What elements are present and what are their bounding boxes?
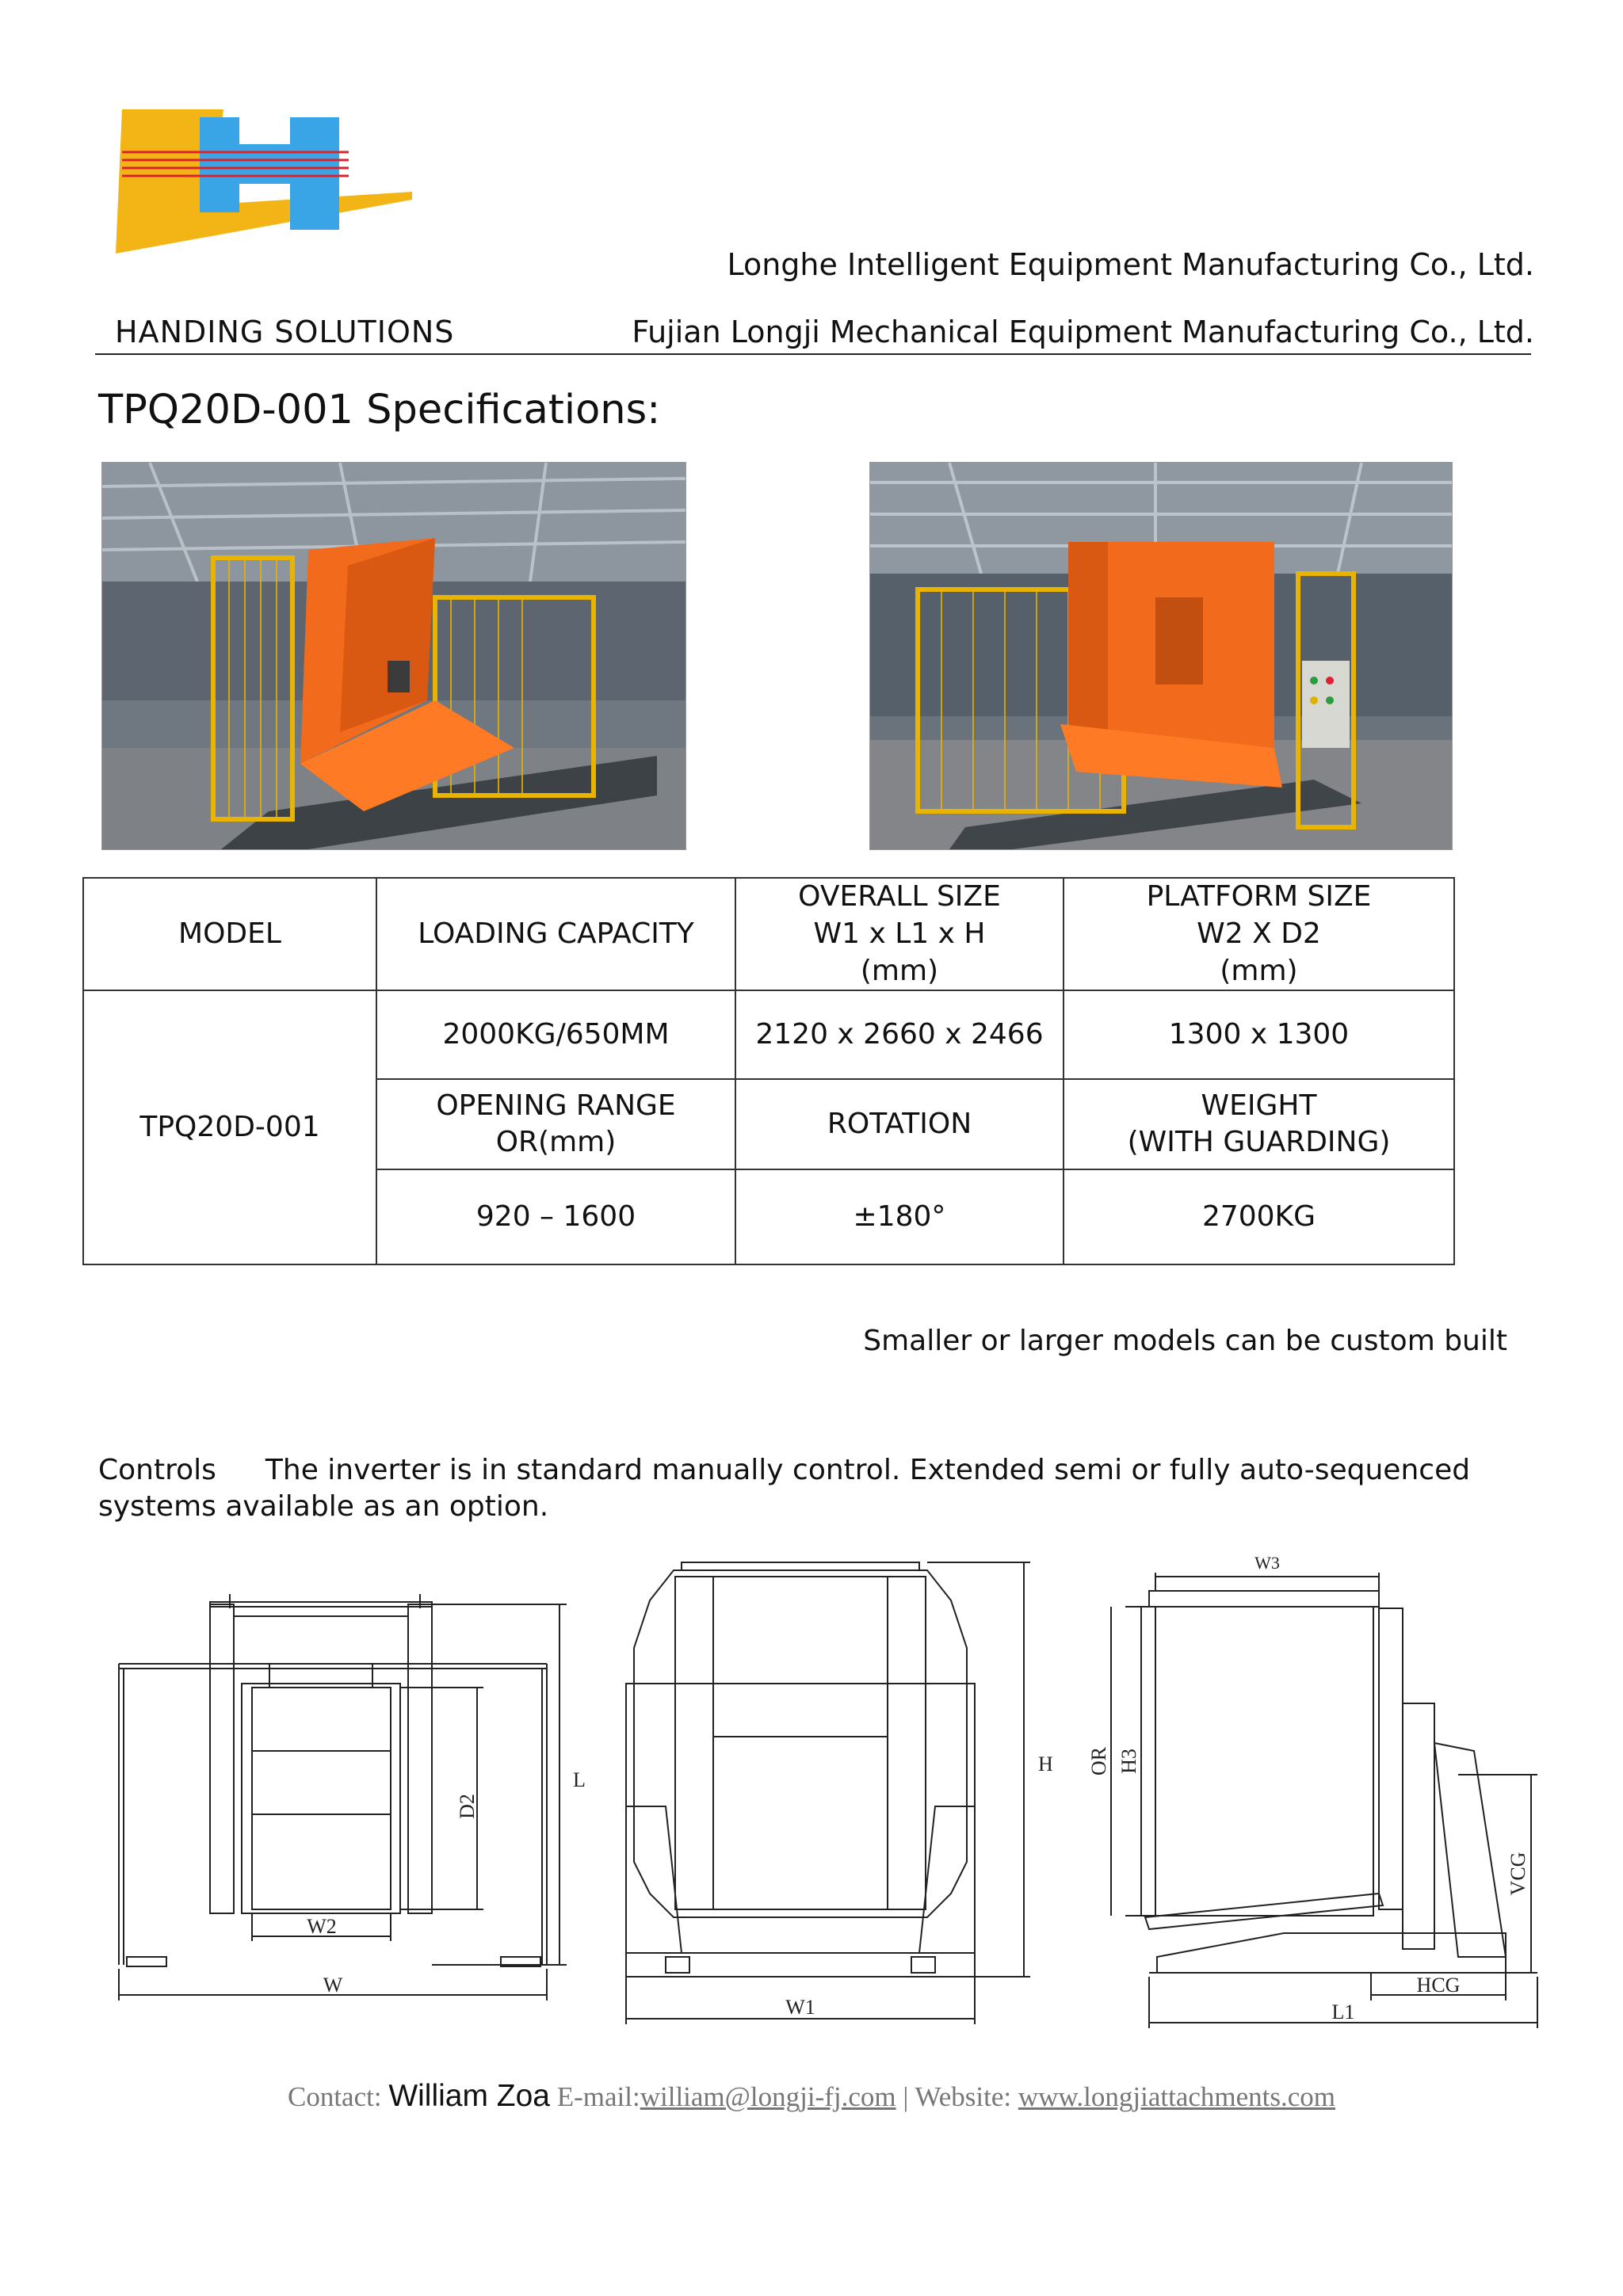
header-opening-range-line2: OR(mm) bbox=[495, 1126, 617, 1159]
company-name-longji: Fujian Longji Mechanical Equipment Manufacturing Co., Ltd. bbox=[632, 315, 1534, 349]
contact-label: Contact: bbox=[287, 2081, 382, 2112]
dim-label-hcg: HCG bbox=[1416, 1974, 1461, 1997]
header-platform-size-line1: PLATFORM SIZE bbox=[1146, 880, 1372, 913]
website-link[interactable]: www.longjiattachments.com bbox=[1018, 2081, 1336, 2112]
table-header-row bbox=[83, 878, 1454, 990]
technical-drawings bbox=[111, 1545, 1529, 2052]
header-overall-size-line1: OVERALL SIZE bbox=[798, 880, 1001, 913]
dim-label-or: OR bbox=[1087, 1746, 1110, 1776]
dim-label-w2: W2 bbox=[307, 1915, 337, 1938]
page-title: TPQ20D-001 Specifications: bbox=[98, 387, 661, 433]
controls-text: The inverter is in standard manually control. Extended semi or fully auto-sequenced systems available as an option. bbox=[98, 1454, 1471, 1523]
header-platform-size-line2: W2 X D2 bbox=[1197, 917, 1321, 950]
contact-name: William Zoa bbox=[388, 2079, 550, 2113]
dim-label-w1: W1 bbox=[785, 1996, 815, 2019]
dim-label-w: W bbox=[323, 1974, 343, 1997]
company-name-longhe: Longhe Intelligent Equipment Manufacturing Co., Ltd. bbox=[727, 247, 1534, 282]
drawing-rotated-view bbox=[1111, 1573, 1537, 2028]
email-label: E-mail: bbox=[556, 2081, 640, 2112]
contact-separator: | bbox=[903, 2081, 909, 2112]
header-platform-size bbox=[1064, 878, 1454, 990]
product-photo-right bbox=[869, 462, 1453, 850]
contact-line bbox=[0, 2079, 1623, 2114]
controls-paragraph bbox=[98, 1452, 1533, 1525]
website-label: Website: bbox=[915, 2081, 1012, 2112]
header-weight bbox=[1064, 1079, 1454, 1169]
header-divider bbox=[95, 353, 1531, 355]
header-loading-capacity: LOADING CAPACITY bbox=[376, 878, 735, 990]
tagline: HANDING SOLUTIONS bbox=[115, 315, 455, 349]
email-link[interactable]: william@longji-fj.com bbox=[640, 2081, 896, 2112]
cell-platform-size: 1300 x 1300 bbox=[1064, 990, 1454, 1079]
header-platform-size-unit: (mm) bbox=[1220, 954, 1298, 987]
cell-opening-range: 920 – 1600 bbox=[376, 1169, 735, 1264]
header-rotation: ROTATION bbox=[735, 1079, 1064, 1169]
cell-loading-capacity: 2000KG/650MM bbox=[376, 990, 735, 1079]
header-weight-line2: (WITH GUARDING) bbox=[1127, 1126, 1391, 1159]
company-logo bbox=[111, 103, 420, 261]
dim-label-vcg: VCG bbox=[1507, 1852, 1529, 1896]
header-opening-range-line1: OPENING RANGE bbox=[436, 1089, 676, 1122]
dim-label-w3: W3 bbox=[1254, 1553, 1280, 1573]
cell-model: TPQ20D-001 bbox=[83, 990, 376, 1264]
cell-overall-size: 2120 x 2660 x 2466 bbox=[735, 990, 1064, 1079]
drawing-front-view bbox=[119, 1594, 567, 2000]
header-opening-range bbox=[376, 1079, 735, 1169]
header-model: MODEL bbox=[83, 878, 376, 990]
dim-label-l1: L1 bbox=[1331, 2000, 1355, 2023]
specifications-table bbox=[82, 877, 1455, 1265]
table-row bbox=[83, 990, 1454, 1079]
cell-rotation: ±180° bbox=[735, 1169, 1064, 1264]
header-overall-size-unit: (mm) bbox=[860, 954, 939, 987]
dim-label-d2: D2 bbox=[456, 1794, 479, 1819]
header-overall-size-line2: W1 x L1 x H bbox=[813, 917, 986, 950]
dim-label-h3: H3 bbox=[1117, 1749, 1140, 1774]
controls-label: Controls bbox=[98, 1454, 216, 1486]
header-overall-size bbox=[735, 878, 1064, 990]
drawing-side-view bbox=[626, 1562, 1030, 2024]
product-photo-left bbox=[101, 462, 686, 850]
dim-label-l: L bbox=[573, 1768, 586, 1791]
header-weight-line1: WEIGHT bbox=[1201, 1089, 1317, 1122]
custom-build-note: Smaller or larger models can be custom built bbox=[863, 1325, 1507, 1357]
dim-label-h: H bbox=[1038, 1753, 1053, 1775]
cell-weight: 2700KG bbox=[1064, 1169, 1454, 1264]
